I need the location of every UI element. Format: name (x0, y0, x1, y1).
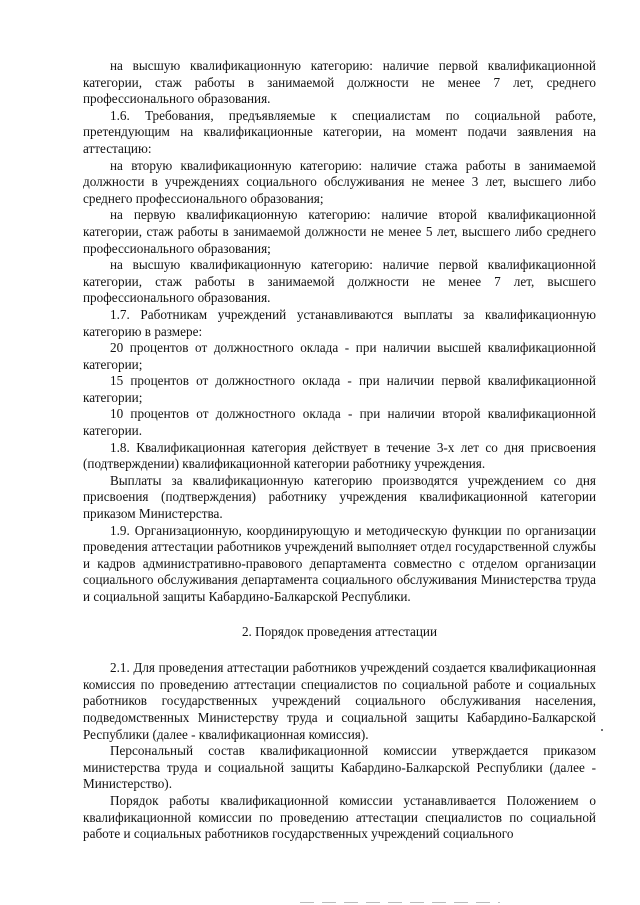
section-heading: 2. Порядок проведения аттестации (241, 623, 438, 639)
paragraph-commission-procedure: Порядок работы квалификационной комиссии устанавливается Положением о квалификационной комиссии по проведению аттестации специалистов по социальной работе и социальных работников государственных учреждений социального (83, 792, 596, 842)
paragraph-15-percent: 15 процентов от должностного оклада - при наличии первой квалификационной категории; (83, 373, 596, 405)
paragraph-10-percent: 10 процентов от должностного оклада - при наличии второй квалификационной категории. (83, 406, 596, 439)
scan-artifact-line (300, 902, 500, 903)
paragraph-higher-category-secondary: на высшую квалификационную категорию: наличие первой квалификационной категории, стаж работы в занимаемой должности не менее 7 лет, среднего профессионального образования. (83, 58, 596, 107)
scan-artifact-dot (601, 729, 603, 731)
paragraph-2-1: 2.1. Для проведения аттестации работников учреждений создается квалификационная комиссия по проведению аттестации специалистов по социальной работе и социальных работников государственных учреждений социального обслуживания населения, подведомственных Министерству труда и социальной защиты Кабардино-Балкарской Республики (далее - квалификационная комиссия). (83, 660, 596, 742)
paragraph-second-category: на вторую квалификационную категорию: наличие стажа работы в занимаемой должности в учреждениях социального обслуживания не менее 3 лет, высшего либо среднего профессионального образования; (83, 157, 596, 206)
document-page (83, 58, 596, 843)
paragraph-20-percent: 20 процентов от должностного оклада - при наличии высшей квалификационной категории; (83, 340, 596, 372)
paragraph-1-6: 1.6. Требования, предъявляемые к специалистам по социальной работе, претендующим на квалификационные категории, на момент подачи заявления на аттестацию: (83, 107, 596, 156)
paragraph-first-category: на первую квалификационную категорию: наличие второй квалификационной категории, стаж работы в занимаемой должности не менее 5 лет, высшего либо среднего профессионального образования; (83, 207, 596, 256)
paragraph-1-8: 1.8. Квалификационная категория действует в течение 3-х лет со дня присвоения (подтверждении) квалификационной категории работнику учреждения. (83, 439, 596, 472)
paragraph-1-7: 1.7. Работникам учреждений устанавливаются выплаты за квалификационную категорию в размере: (83, 306, 596, 339)
paragraph-payments: Выплаты за квалификационную категорию производятся учреждением со дня присвоения (подтверждения) работнику учреждения квалификационной категории приказом Министерства. (83, 472, 596, 522)
paragraph-1-9: 1.9. Организационную, координирующую и методическую функции по организации проведения аттестации работников учреждений выполняет отдел государственной службы и кадров административно-правового департамента совместно с отделом организации социального обслуживания департамента социального обслуживания Министерства труда и социальной защиты Кабардино-Балкарской Республики. (83, 522, 596, 604)
paragraph-commission-composition: Персональный состав квалификационной комиссии утверждается приказом министерства труда и социальной защиты Кабардино-Балкарской Республики (далее - Министерство). (83, 743, 596, 792)
paragraph-higher-category: на высшую квалификационную категорию: наличие первой квалификационной категории, стаж работы в занимаемой должности не менее 7 лет, высшего профессионального образования. (83, 257, 596, 306)
